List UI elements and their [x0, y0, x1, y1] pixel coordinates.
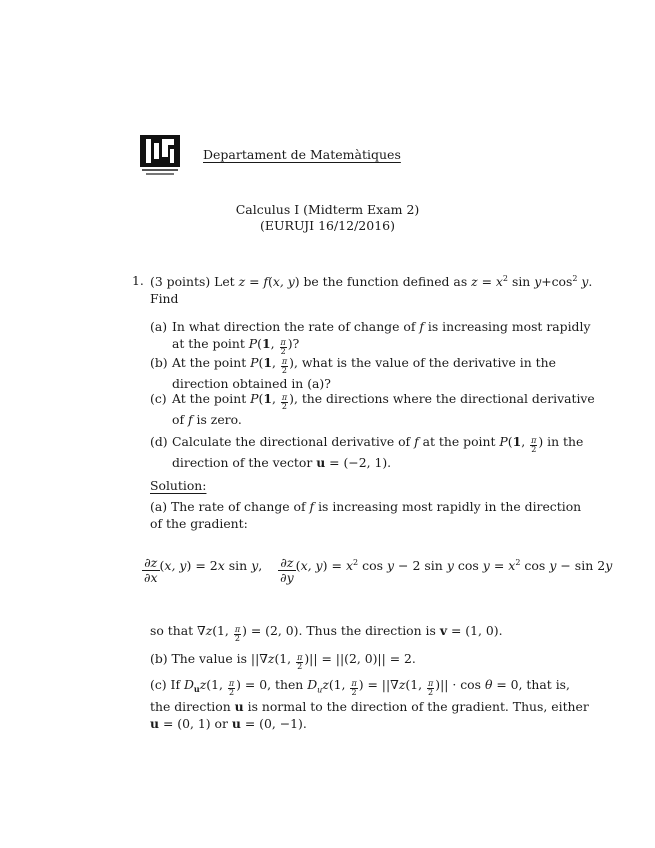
question-find: Find: [150, 291, 179, 306]
solution-a-line2: of the gradient:: [150, 516, 248, 531]
item-label: (b): [150, 355, 168, 370]
department-name: Departament de Matemàtiques: [203, 147, 401, 162]
question-number: 1.: [132, 273, 144, 288]
solution-b: (b) The value is ||∇z(1, $\frac{\pi}{2}$ )|| = ||(2, 0)|| = 2.: [150, 651, 416, 671]
solution-c: (c) If $D_uz(1$, $\frac{\pi}{2}$ ) = 0, then $D_uz(1$, $\frac{\pi}{2}$ ) = ||∇z(1, $\frac{\pi}{2}$ )|| · cos θ = 0, that is, the direction u is normal to the direction of the gradient. Thus, either u = (0, 1) or u = (0, −1).: [150, 677, 589, 732]
university-logo: [140, 135, 180, 177]
solution-equation: $\frac{\partial z}{\partial x}$ (x, y) = 2x sin y, $\frac{\partial z}{\partial y}$ (x, $y) = x^2$ cos y − 2 sin y $\cos y = x^2$ cos y − sin 2y: [144, 555, 613, 585]
solution-heading: Solution:: [150, 478, 207, 493]
item-label: (a): [150, 319, 168, 334]
solution-a-intro: (a) The rate of change of f is increasing most rapidly in the direction of the gradient:: [150, 499, 582, 531]
item-label: (d): [150, 434, 168, 449]
question-points: (3 points): [150, 274, 211, 289]
exam-code: (EURUJI 16/12/2016): [260, 218, 395, 233]
solution-a-result: so that ∇z(1, $\frac{\pi}{2}$ ) = (2, 0). Thus the direction is v = (1, 0).: [150, 623, 503, 643]
question-intro: (3 points) Let z = f(x, y) be the function defined as $z = x^2$ $\sin y+\cos^2$ y. Find: [150, 274, 593, 306]
item-label: (c): [150, 391, 167, 406]
course-title: Calculus I (Midterm Exam 2): [235, 202, 420, 217]
